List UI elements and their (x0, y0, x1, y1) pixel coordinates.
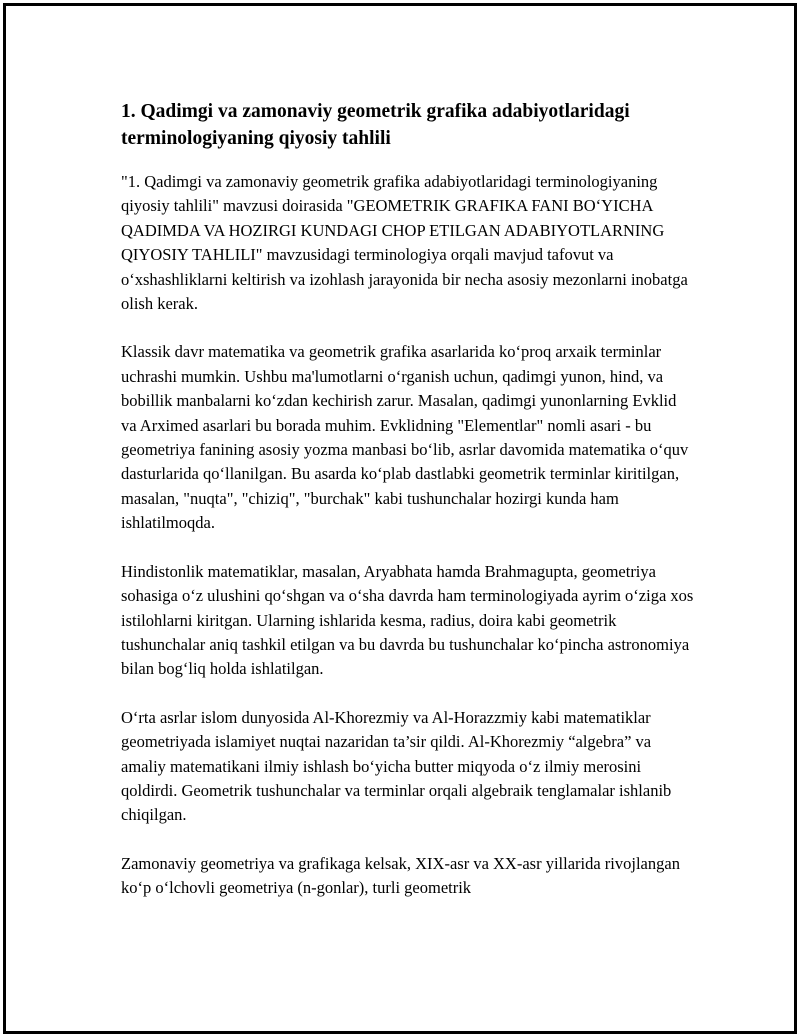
paragraph-intro: "1. Qadimgi va zamonaviy geometrik grafika adabiyotlaridagi terminologiyaning qiyosiy tahlili" mavzusi doirasida "GEOMETRIK GRAFIKA FANI BO‘YICHA QADIMDA VA HOZIRGI KUNDAGI CHOP ETILGAN ADABIYOTLARNING QIYOSIY TAHLILI" mavzusidagi terminologiya orqali mavjud tafovut va o‘xshashliklarni keltirish va izohlash jarayonida bir necha asosiy mezonlarni inobatga olish kerak. (121, 172, 688, 314)
paragraph-classical: Klassik davr matematika va geometrik grafika asarlarida ko‘proq arxaik terminlar uchrashi mumkin. Ushbu ma'lumotlarni o‘rganish uchun, qadimgi yunon, hind, va bobillik manbalarni ko‘zdan kechirish zarur. Masalan, qadimgi yunonlarning Evklid va Arximed asarlari bu borada muhim. Evklidning "Elementlar" nomli asari - bu geometriya fanining asosiy yozma manbasi bo‘lib, asrlar davomida matematika o‘quv dasturlarida qo‘llanilgan. Bu asarda ko‘plab dastlabki geometrik terminlar kiritilgan, masalan, "nuqta", "chiziq", "burchak" kabi tushunchalar hozirgi kunda ham ishlatilmoqda. (121, 342, 689, 533)
paragraph-indian: Hindistonlik matematiklar, masalan, Aryabhata hamda Brahmagupta, geometriya sohasiga o‘z ulushini qo‘shgan va o‘sha davrda ham terminologiyada ayrim o‘ziga xos istilohlarni kiritgan. Ularning ishlarida kesma, radius, doira kabi geometrik tushunchalar aniq tashkil etilgan va bu davrda bu tushunchalar ko‘pincha astronomiya bilan bog‘liq holda ishlatilgan. (121, 561, 694, 679)
document-body (121, 98, 696, 925)
paragraph-modern: Zamonaviy geometriya va grafikaga kelsak, XIX-asr va XX-asr yillarida rivojlangan ko‘p o‘lchovli geometriya (n-gonlar), turli geometrik (121, 853, 680, 898)
document-heading: 1. Qadimgi va zamonaviy geometrik grafika adabiyotlaridagi terminologiyaning qiyosiy tahlili (121, 101, 630, 149)
paragraph-medieval: O‘rta asrlar islom dunyosida Al-Khorezmiy va Al-Horazzmiy kabi matematiklar geometriyada islamiyet nuqtai nazaridan ta’sir qildi. Al-Khorezmiy “algebra” va amaliy matematikani ilmiy ishlash bo‘yicha butter miqyoda o‘z ilmiy merosini qoldirdi. Geometrik tushunchalar va terminlar orqali algebraik tenglamalar ishlanib chiqilgan. (121, 707, 672, 825)
page-frame (3, 3, 797, 1034)
